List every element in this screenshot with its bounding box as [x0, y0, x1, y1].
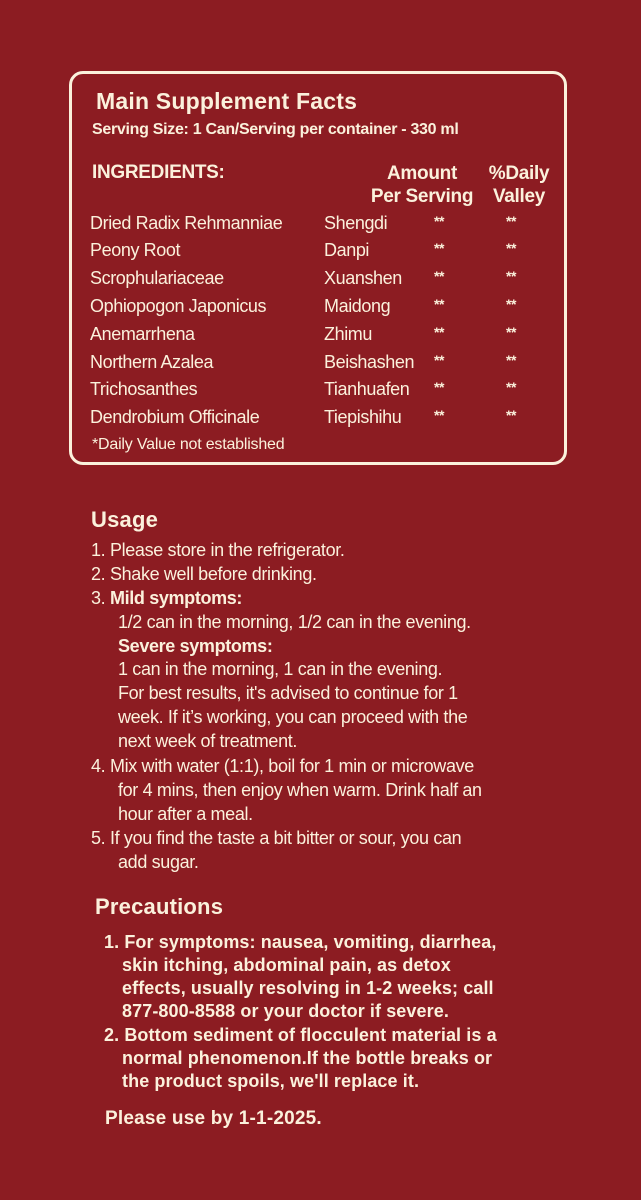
ingredient-row [72, 268, 564, 295]
daily-header-line-1: %Daily [488, 163, 550, 184]
severe-symptoms-label: Severe symptoms: [118, 636, 273, 656]
usage-line: next week of treatment. [118, 731, 298, 751]
ingredient-daily-value: ** [506, 240, 517, 256]
ingredient-daily-value: ** [506, 213, 517, 229]
precaution-line: effects, usually resolving in 1-2 weeks; call [122, 978, 494, 998]
ingredient-row [72, 407, 564, 434]
ingredient-pinyin: Beishashen [324, 352, 415, 372]
ingredient-name: Trichosanthes [90, 379, 198, 399]
ingredient-amount: ** [434, 268, 445, 284]
usage-step-number: 3. [91, 588, 110, 608]
ingredient-daily-value: ** [506, 324, 517, 340]
ingredient-amount: ** [434, 324, 445, 340]
ingredient-pinyin: Zhimu [324, 324, 373, 344]
usage-line: hour after a meal. [118, 804, 253, 824]
ingredient-pinyin: Maidong [324, 296, 391, 316]
ingredient-name: Dried Radix Rehmanniae [90, 213, 283, 233]
usage-line: 4. Mix with water (1:1), boil for 1 min or microwave [91, 756, 474, 776]
daily-header-line-2: Valley [492, 186, 546, 207]
usage-line: 1. Please store in the refrigerator. [91, 540, 345, 560]
ingredient-amount: ** [434, 213, 445, 229]
mild-symptoms-label: Mild symptoms: [109, 588, 243, 608]
usage-line [91, 588, 242, 609]
ingredient-name: Ophiopogon Japonicus [90, 296, 267, 316]
ingredient-pinyin: Danpi [324, 240, 370, 260]
ingredient-amount: ** [434, 407, 445, 423]
ingredient-daily-value: ** [506, 379, 517, 395]
use-by-date: Please use by 1-1-2025. [105, 1108, 322, 1129]
precaution-line: skin itching, abdominal pain, as detox [122, 955, 451, 975]
ingredient-row [72, 352, 564, 379]
ingredient-name: Dendrobium Officinale [90, 407, 260, 427]
usage-line: For best results, it's advised to continue for 1 [118, 683, 458, 703]
ingredient-daily-value: ** [506, 296, 517, 312]
precaution-line: 2. Bottom sediment of flocculent material is a [104, 1025, 497, 1045]
serving-size: Serving Size: 1 Can/Serving per container - 330 ml [92, 121, 459, 138]
ingredient-name: Anemarrhena [90, 324, 195, 344]
ingredient-daily-value: ** [506, 352, 517, 368]
ingredient-row [72, 324, 564, 351]
daily-value-note: *Daily Value not established [92, 436, 285, 453]
usage-line: for 4 mins, then enjoy when warm. Drink half an [118, 780, 482, 800]
facts-title: Main Supplement Facts [96, 88, 358, 114]
ingredient-amount: ** [434, 240, 445, 256]
precaution-line: 1. For symptoms: nausea, vomiting, diarrhea, [104, 932, 497, 952]
ingredients-header: INGREDIENTS: [92, 162, 225, 183]
ingredient-name: Northern Azalea [90, 352, 214, 372]
amount-header [357, 162, 487, 208]
precaution-line: the product spoils, we'll replace it. [122, 1071, 420, 1091]
ingredient-pinyin: Tianhuafen [324, 379, 410, 399]
usage-title: Usage [91, 507, 159, 532]
usage-line: week. If it’s working, you can proceed with the [118, 707, 468, 727]
amount-header-line-2: Per Serving [370, 186, 474, 207]
usage-line: 2. Shake well before drinking. [91, 564, 317, 584]
ingredient-pinyin: Tiepishihu [324, 407, 402, 427]
usage-line: 1/2 can in the morning, 1/2 can in the evening. [118, 612, 471, 632]
usage-line: 1 can in the morning, 1 can in the evening. [118, 659, 443, 679]
ingredient-name: Peony Root [90, 240, 181, 260]
ingredient-name: Scrophulariaceae [90, 268, 224, 288]
usage-line: add sugar. [118, 852, 199, 872]
ingredient-amount: ** [434, 379, 445, 395]
ingredient-pinyin: Xuanshen [324, 268, 402, 288]
ingredient-amount: ** [434, 296, 445, 312]
ingredient-row [72, 213, 564, 240]
ingredient-amount: ** [434, 352, 445, 368]
supplement-facts-panel [69, 71, 567, 465]
amount-header-line-1: Amount [387, 163, 457, 184]
usage-line: 5. If you find the taste a bit bitter or sour, you can [91, 828, 462, 848]
ingredient-row [72, 296, 564, 323]
precaution-line: normal phenomenon.If the bottle breaks or [122, 1048, 493, 1068]
precautions-title: Precautions [95, 894, 224, 919]
ingredient-daily-value: ** [506, 407, 517, 423]
ingredient-pinyin: Shengdi [324, 213, 388, 233]
daily-value-header [479, 162, 559, 208]
ingredient-daily-value: ** [506, 268, 517, 284]
precaution-line: 877-800-8588 or your doctor if severe. [122, 1001, 449, 1021]
ingredient-row [72, 240, 564, 267]
ingredient-row [72, 379, 564, 406]
